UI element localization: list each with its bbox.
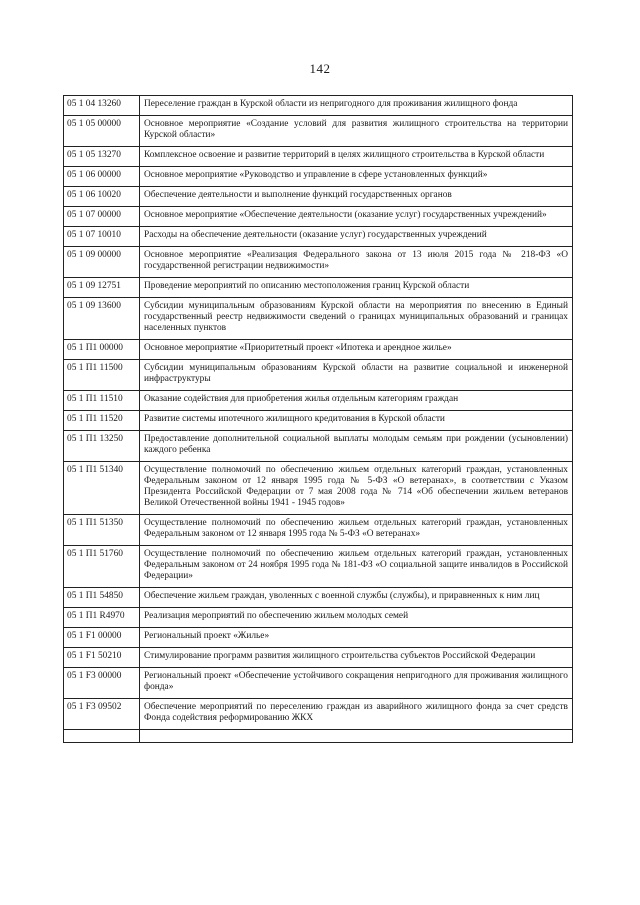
table-row xyxy=(64,207,573,227)
code-cell: 05 1 П1 11520 xyxy=(64,411,140,431)
table-row xyxy=(64,391,573,411)
code-cell: 05 1 П1 R4970 xyxy=(64,608,140,628)
table-row xyxy=(64,668,573,699)
description-cell: Стимулирование программ развития жилищного строительства субъектов Российской Федерации xyxy=(140,648,573,668)
code-cell: 05 1 F3 09502 xyxy=(64,699,140,730)
description-cell: Основное мероприятие «Приоритетный проект «Ипотека и арендное жилье» xyxy=(140,340,573,360)
description-cell-empty xyxy=(140,730,573,743)
code-cell: 05 1 П1 00000 xyxy=(64,340,140,360)
code-cell: 05 1 04 13260 xyxy=(64,96,140,116)
code-cell: 05 1 07 10010 xyxy=(64,227,140,247)
table-body xyxy=(64,96,573,743)
code-cell: 05 1 05 13270 xyxy=(64,147,140,167)
description-cell: Реализация мероприятий по обеспечению жильем молодых семей xyxy=(140,608,573,628)
description-cell: Субсидии муниципальным образованиям Курской области на мероприятия по внесению в Единый государственный реестр недвижимости сведений о границах муниципальных образований и границах населенных пунктов xyxy=(140,298,573,340)
code-cell: 05 1 09 00000 xyxy=(64,247,140,278)
code-cell: 05 1 F1 00000 xyxy=(64,628,140,648)
table-row xyxy=(64,360,573,391)
table-row xyxy=(64,462,573,515)
description-cell: Развитие системы ипотечного жилищного кредитования в Курской области xyxy=(140,411,573,431)
table-row xyxy=(64,608,573,628)
description-cell: Расходы на обеспечение деятельности (оказание услуг) государственных учреждений xyxy=(140,227,573,247)
description-cell: Региональный проект «Обеспечение устойчивого сокращения непригодного для проживания жилищного фонда» xyxy=(140,668,573,699)
code-cell: 05 1 06 10020 xyxy=(64,187,140,207)
table-row xyxy=(64,227,573,247)
page-number: 142 xyxy=(309,61,331,76)
table-row xyxy=(64,116,573,147)
table-row xyxy=(64,278,573,298)
description-cell: Осуществление полномочий по обеспечению жильем отдельных категорий граждан, установленных Федеральным законом от 12 января 1995 года № 5-ФЗ «О ветеранах» xyxy=(140,515,573,546)
table-row xyxy=(64,147,573,167)
code-cell: 05 1 П1 51350 xyxy=(64,515,140,546)
table-row xyxy=(64,699,573,730)
description-cell: Комплексное освоение и развитие территорий в целях жилищного строительства в Курской области xyxy=(140,147,573,167)
table-row-empty xyxy=(64,730,573,743)
table-row xyxy=(64,187,573,207)
table-row xyxy=(64,411,573,431)
description-cell: Обеспечение деятельности и выполнение функций государственных органов xyxy=(140,187,573,207)
description-cell: Основное мероприятие «Реализация Федерального закона от 13 июля 2015 года № 218-ФЗ «О государственной регистрации недвижимости» xyxy=(140,247,573,278)
description-cell: Проведение мероприятий по описанию местоположения границ Курской области xyxy=(140,278,573,298)
description-cell: Обеспечение жильем граждан, уволенных с военной службы (службы), и приравненных к ним лиц xyxy=(140,588,573,608)
description-cell: Региональный проект «Жилье» xyxy=(140,628,573,648)
table-row xyxy=(64,546,573,588)
table-row xyxy=(64,340,573,360)
description-cell: Осуществление полномочий по обеспечению жильем отдельных категорий граждан, установленных Федеральным законом от 24 ноября 1995 года № 181-ФЗ «О социальной защите инвалидов в Российской Федерации» xyxy=(140,546,573,588)
code-cell: 05 1 06 00000 xyxy=(64,167,140,187)
table-row xyxy=(64,431,573,462)
code-cell: 05 1 05 00000 xyxy=(64,116,140,147)
code-cell: 05 1 П1 51340 xyxy=(64,462,140,515)
table-row xyxy=(64,588,573,608)
description-cell: Субсидии муниципальным образованиям Курской области на развитие социальной и инженерной инфраструктуры xyxy=(140,360,573,391)
description-cell: Осуществление полномочий по обеспечению жильем отдельных категорий граждан, установленных Федеральным законом от 12 января 1995 года № 5-ФЗ «О ветеранах», в соответствии с Указом Президента Российской Федерации от 7 мая 2008 года № 714 «Об обеспечении жильем ветеранов Великой Отечественной войны 1941 - 1945 годов» xyxy=(140,462,573,515)
description-cell: Обеспечение мероприятий по переселению граждан из аварийного жилищного фонда за счет средств Фонда содействия реформированию ЖКХ xyxy=(140,699,573,730)
description-cell: Основное мероприятие «Руководство и управление в сфере установленных функций» xyxy=(140,167,573,187)
budget-code-table xyxy=(63,95,573,743)
description-cell: Основное мероприятие «Создание условий для развития жилищного строительства на территории Курской области» xyxy=(140,116,573,147)
description-cell: Основное мероприятие «Обеспечение деятельности (оказание услуг) государственных учреждений» xyxy=(140,207,573,227)
description-cell: Переселение граждан в Курской области из непригодного для проживания жилищного фонда xyxy=(140,96,573,116)
code-cell: 05 1 09 12751 xyxy=(64,278,140,298)
table-row xyxy=(64,628,573,648)
table-row xyxy=(64,648,573,668)
table-row xyxy=(64,247,573,278)
table-row xyxy=(64,515,573,546)
table-row xyxy=(64,298,573,340)
code-cell-empty xyxy=(64,730,140,743)
table-row xyxy=(64,96,573,116)
description-cell: Предоставление дополнительной социальной выплаты молодым семьям при рождении (усыновлении) каждого ребенка xyxy=(140,431,573,462)
code-cell: 05 1 П1 51760 xyxy=(64,546,140,588)
code-cell: 05 1 П1 11500 xyxy=(64,360,140,391)
code-cell: 05 1 F3 00000 xyxy=(64,668,140,699)
code-cell: 05 1 П1 13250 xyxy=(64,431,140,462)
code-cell: 05 1 П1 54850 xyxy=(64,588,140,608)
table-row xyxy=(64,167,573,187)
code-cell: 05 1 F1 50210 xyxy=(64,648,140,668)
code-cell: 05 1 П1 11510 xyxy=(64,391,140,411)
code-cell: 05 1 09 13600 xyxy=(64,298,140,340)
code-cell: 05 1 07 00000 xyxy=(64,207,140,227)
description-cell: Оказание содействия для приобретения жилья отдельным категориям граждан xyxy=(140,391,573,411)
